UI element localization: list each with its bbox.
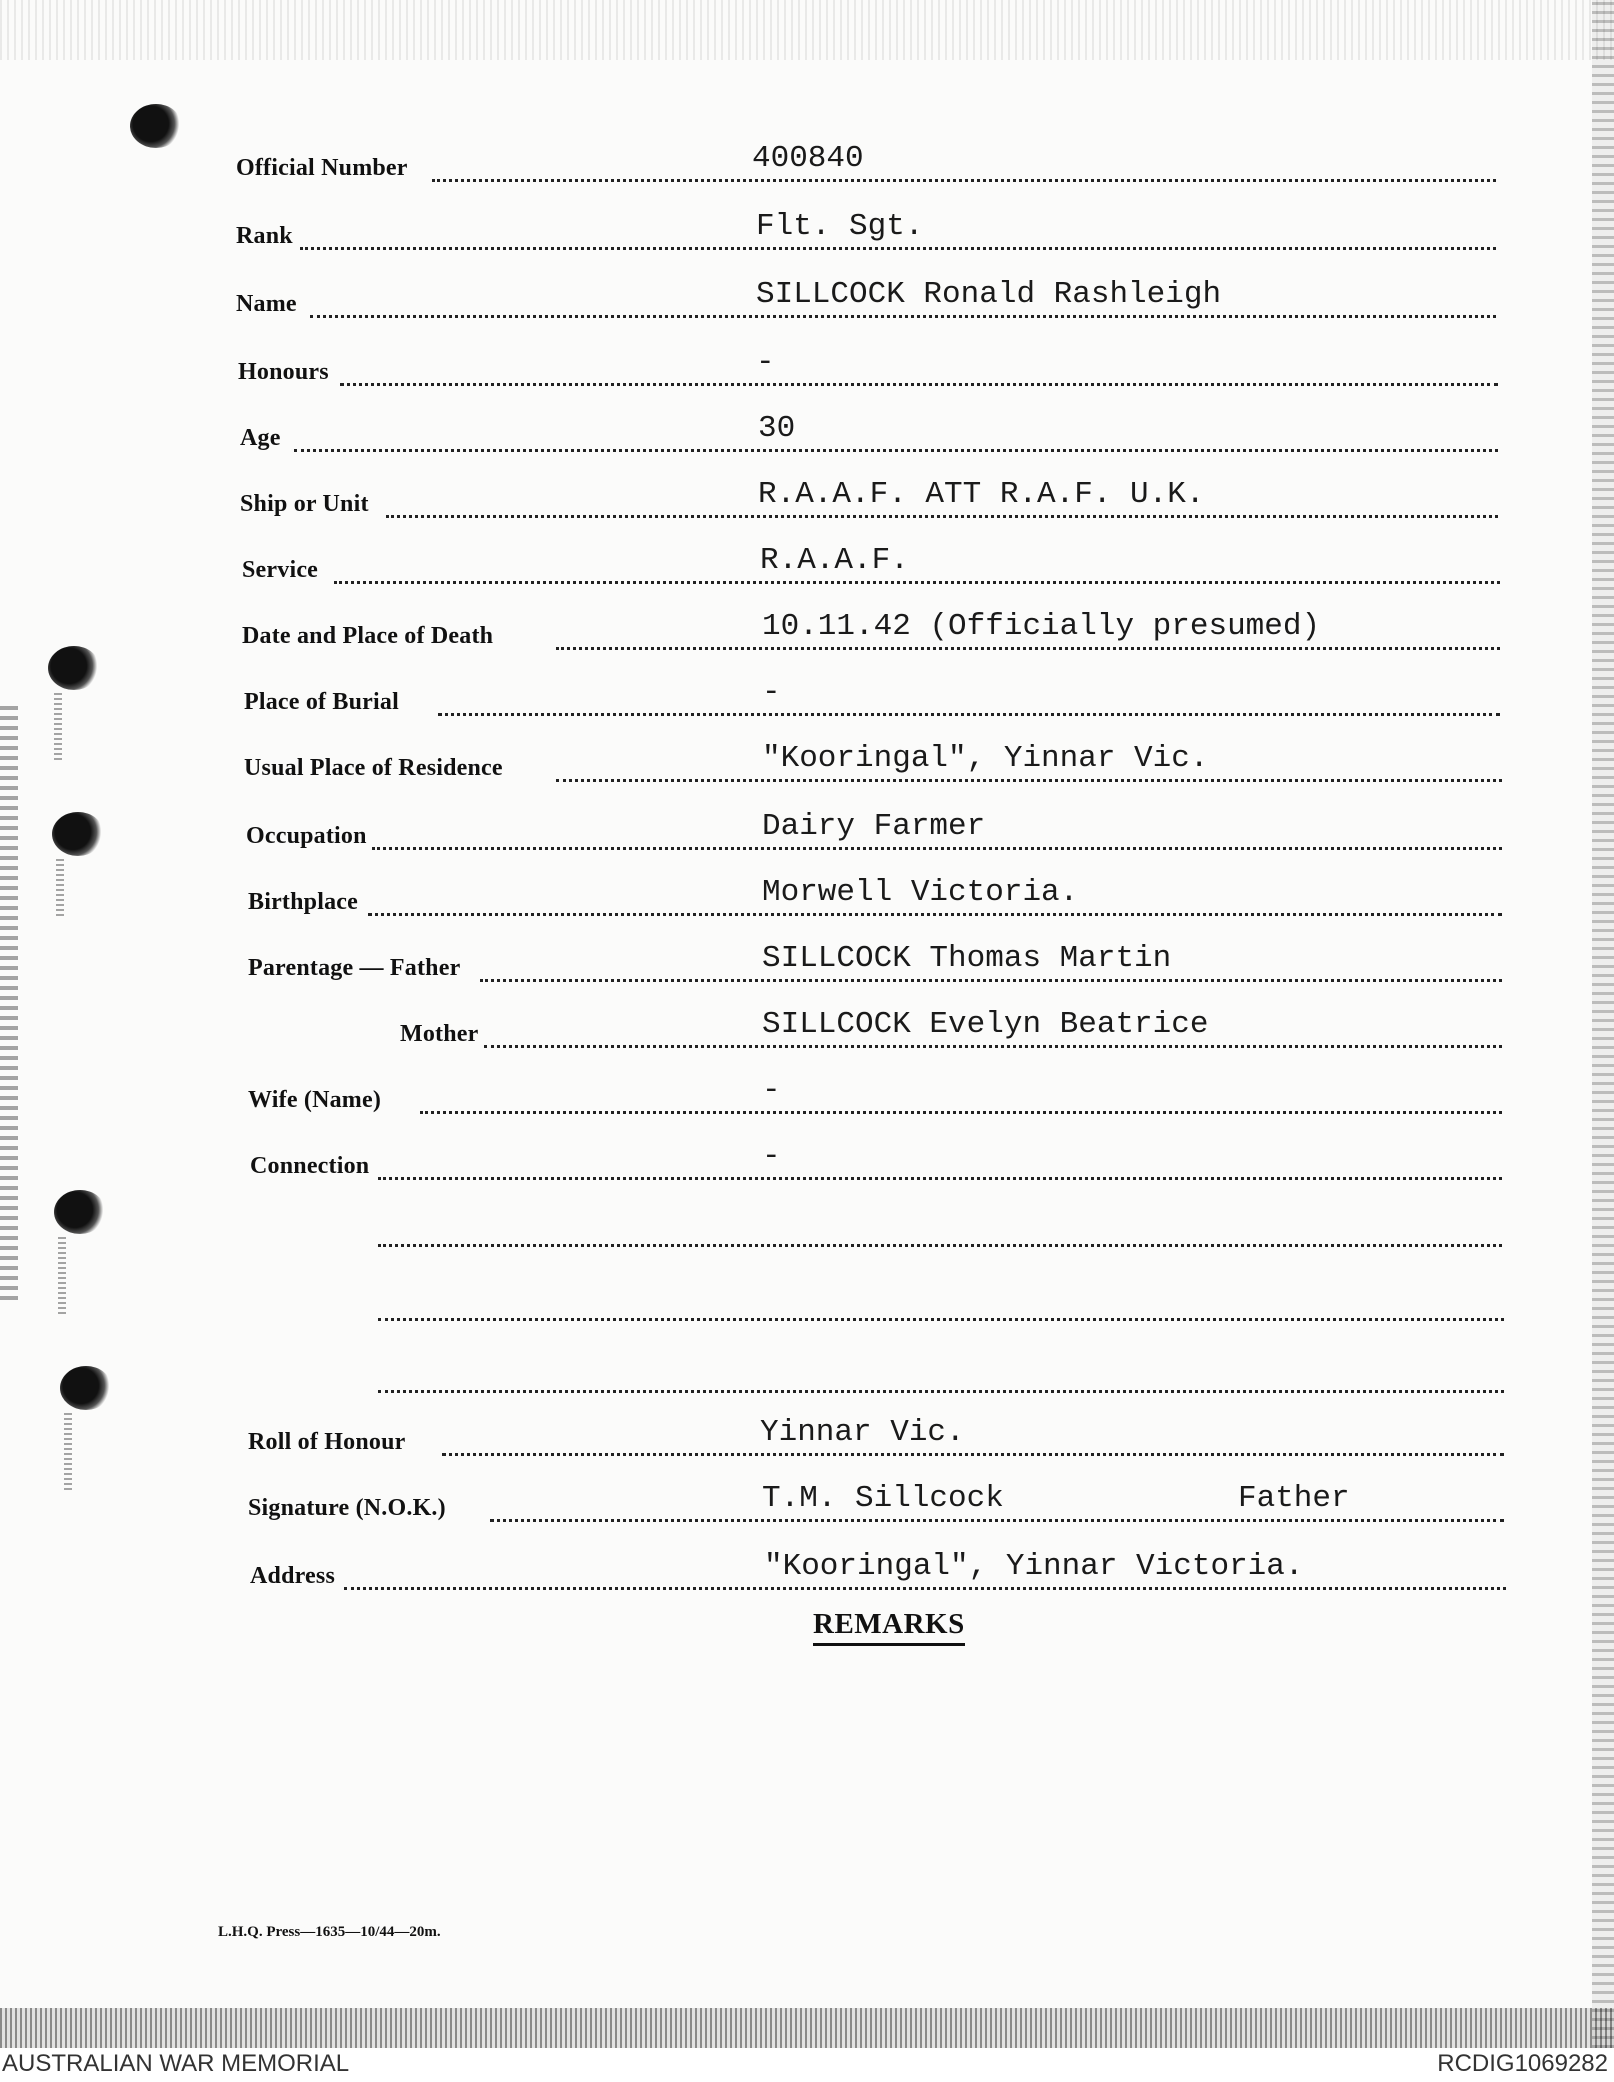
field-row-roll-of-honour <box>0 1404 1614 1464</box>
field-row-usual-residence <box>0 730 1614 790</box>
field-row-parentage-father <box>0 930 1614 990</box>
field-value: "Kooringal", Yinnar Victoria. <box>764 1549 1304 1584</box>
field-value: SILLCOCK Evelyn Beatrice <box>762 1007 1209 1042</box>
field-row-wife-name <box>0 1062 1614 1122</box>
field-value: SILLCOCK Ronald Rashleigh <box>756 277 1222 312</box>
field-row-address <box>0 1538 1614 1598</box>
scan-edge-bottom <box>0 2008 1614 2048</box>
footer-archive-name: AUSTRALIAN WAR MEMORIAL <box>2 2050 350 2077</box>
dotted-leader <box>372 847 1502 850</box>
field-row-date-place-death <box>0 598 1614 658</box>
field-label: Roll of Honour <box>248 1429 406 1455</box>
field-label: Birthplace <box>248 889 358 915</box>
field-label: Parentage — Father <box>248 955 461 981</box>
field-row-occupation <box>0 798 1614 858</box>
field-label: Rank <box>236 223 293 249</box>
field-value: - <box>756 345 775 380</box>
field-label: Official Number <box>236 155 408 181</box>
scan-edge-top <box>0 0 1614 60</box>
connection-continuation-line <box>378 1244 1502 1247</box>
dotted-leader <box>420 1111 1502 1114</box>
field-label: Occupation <box>246 823 367 849</box>
field-label: Name <box>236 291 297 317</box>
field-value: - <box>762 675 781 710</box>
field-label: Date and Place of Death <box>242 623 494 649</box>
field-label: Honours <box>238 359 329 385</box>
dotted-leader <box>556 647 1500 650</box>
field-value: 400840 <box>752 141 864 176</box>
field-value: - <box>762 1073 781 1108</box>
connection-continuation-line <box>378 1318 1504 1321</box>
dotted-leader <box>438 713 1500 716</box>
field-label: Mother <box>400 1021 479 1047</box>
field-label: Service <box>242 557 319 583</box>
field-value: Morwell Victoria. <box>762 875 1079 910</box>
dotted-leader <box>490 1519 1504 1522</box>
field-row-service <box>0 532 1614 592</box>
field-row-birthplace <box>0 864 1614 924</box>
punch-hole-shadow <box>58 1234 66 1314</box>
field-value: 10.11.42 (Officially presumed) <box>762 609 1321 644</box>
field-row-official-number <box>0 130 1614 190</box>
field-value: "Kooringal", Yinnar Vic. <box>762 741 1209 776</box>
field-value: T.M. Sillcock <box>762 1481 1004 1516</box>
field-value: Dairy Farmer <box>762 809 986 844</box>
field-label: Ship or Unit <box>240 491 369 517</box>
dotted-leader <box>300 247 1496 250</box>
field-row-age <box>0 400 1614 460</box>
field-value: - <box>762 1139 781 1174</box>
field-value: R.A.A.F. ATT R.A.F. U.K. <box>758 477 1205 512</box>
footer-record-id: RCDIG1069282 <box>1437 2050 1608 2077</box>
field-label: Age <box>240 425 281 451</box>
dotted-leader <box>368 913 1502 916</box>
dotted-leader <box>378 1177 1502 1180</box>
press-mark: L.H.Q. Press—1635—10/44—20m. <box>218 1924 441 1940</box>
field-value: R.A.A.F. <box>760 543 909 578</box>
dotted-leader <box>386 515 1498 518</box>
field-label: Connection <box>250 1153 370 1179</box>
field-row-name <box>0 266 1614 326</box>
field-value-relationship: Father <box>1238 1481 1350 1516</box>
dotted-leader <box>310 315 1496 318</box>
dotted-leader <box>484 1045 1502 1048</box>
dotted-leader <box>344 1587 1506 1590</box>
field-row-ship-or-unit <box>0 466 1614 526</box>
field-row-honours <box>0 334 1614 394</box>
field-value: 30 <box>758 411 796 446</box>
dotted-leader <box>340 383 1498 386</box>
dotted-leader <box>294 449 1498 452</box>
dotted-leader <box>556 779 1502 782</box>
field-row-rank <box>0 198 1614 258</box>
field-value: Flt. Sgt. <box>756 209 924 244</box>
field-value: SILLCOCK Thomas Martin <box>762 941 1172 976</box>
field-label: Signature (N.O.K.) <box>248 1495 446 1521</box>
field-label: Address <box>250 1563 335 1589</box>
dotted-leader <box>442 1453 1504 1456</box>
field-label: Place of Burial <box>244 689 399 715</box>
field-label: Usual Place of Residence <box>244 755 503 781</box>
field-row-parentage-mother <box>0 996 1614 1056</box>
connection-continuation-line <box>378 1390 1504 1393</box>
field-label: Wife (Name) <box>248 1087 382 1113</box>
field-row-connection <box>0 1128 1614 1188</box>
dotted-leader <box>432 179 1496 182</box>
field-row-signature-nok <box>0 1470 1614 1530</box>
field-value: Yinnar Vic. <box>760 1415 965 1450</box>
punch-hole-4 <box>54 1190 106 1234</box>
field-row-place-of-burial <box>0 664 1614 724</box>
dotted-leader <box>334 581 1500 584</box>
remarks-heading: REMARKS <box>813 1608 965 1646</box>
dotted-leader <box>480 979 1502 982</box>
